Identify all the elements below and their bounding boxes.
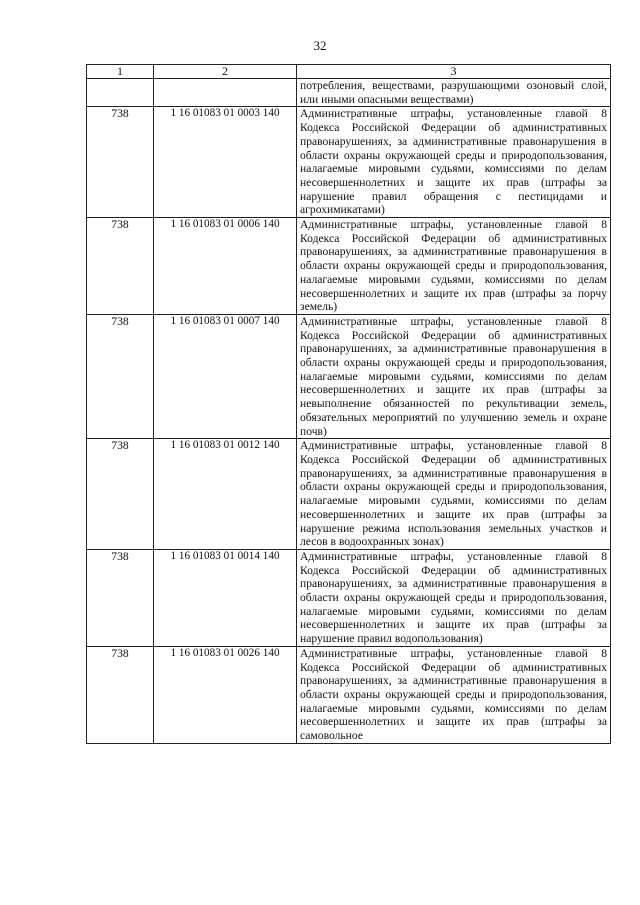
admin-code-cell: 738 — [87, 646, 154, 743]
description-cell: Административные штрафы, установленные главой 8 Кодекса Российской Федерации об административных правонарушениях, за административные правонарушения в области охраны окружающей среды и природопользования, налагаемые мировыми судьями, комиссиями по делам несовершеннолетних и защите их прав (штрафы за порчу земель) — [297, 218, 611, 315]
description-cell: Административные штрафы, установленные главой 8 Кодекса Российской Федерации об административных правонарушениях, за административные правонарушения в области охраны окружающей среды и природопользования, налагаемые мировыми судьями, комиссиями по делам несовершеннолетних и защите их прав (штрафы за самовольное — [297, 646, 611, 743]
description-cell: Административные штрафы, установленные главой 8 Кодекса Российской Федерации об административных правонарушениях, за административные правонарушения в области охраны окружающей среды и природопользования, налагаемые мировыми судьями, комиссиями по делам несовершеннолетних и защите их прав (штрафы за нарушение режима использования земельных участков и лесов в водоохранных зонах) — [297, 439, 611, 550]
budget-code-cell: 1 16 01083 01 0003 140 — [154, 107, 297, 218]
column-header-1: 1 — [87, 65, 154, 79]
description-cell: Административные штрафы, установленные главой 8 Кодекса Российской Федерации об административных правонарушениях, за административные правонарушения в области охраны окружающей среды и природопользования, налагаемые мировыми судьями, комиссиями по делам несовершеннолетних и защите их прав (штрафы за невыполнение обязанностей по рекультивации земель, обязательных мероприятий по улучшению земель и охране почв) — [297, 314, 611, 438]
description-cell: Административные штрафы, установленные главой 8 Кодекса Российской Федерации об административных правонарушениях, за административные правонарушения в области охраны окружающей среды и природопользования, налагаемые мировыми судьями, комиссиями по делам несовершеннолетних и защите их прав (штрафы за нарушение правил водопользования) — [297, 549, 611, 646]
budget-code-cell: 1 16 01083 01 0007 140 — [154, 314, 297, 438]
continuation-description: потребления, веществами, разрушающими озоновый слой, или иными опасными веществами) — [297, 79, 611, 107]
admin-code-cell: 738 — [87, 107, 154, 218]
continuation-row — [87, 79, 611, 107]
table-row — [87, 314, 611, 438]
table-row — [87, 646, 611, 743]
table-row — [87, 439, 611, 550]
admin-code-cell: 738 — [87, 314, 154, 438]
column-header-3: 3 — [297, 65, 611, 79]
budget-code-cell: 1 16 01083 01 0006 140 — [154, 218, 297, 315]
budget-codes-table — [86, 64, 611, 744]
table-row — [87, 549, 611, 646]
budget-code-cell: 1 16 01083 01 0014 140 — [154, 549, 297, 646]
continuation-admin-cell — [87, 79, 154, 107]
table-header-row — [87, 65, 611, 79]
page-number: 32 — [313, 38, 327, 53]
column-header-2: 2 — [154, 65, 297, 79]
table-row — [87, 107, 611, 218]
table-row — [87, 218, 611, 315]
budget-code-cell: 1 16 01083 01 0026 140 — [154, 646, 297, 743]
continuation-code-cell — [154, 79, 297, 107]
description-cell: Административные штрафы, установленные главой 8 Кодекса Российской Федерации об административных правонарушениях, за административные правонарушения в области охраны окружающей среды и природопользования, налагаемые мировыми судьями, комиссиями по делам несовершеннолетних и защите их прав (штрафы за нарушение правил обращения с пестицидами и агрохимикатами) — [297, 107, 611, 218]
admin-code-cell: 738 — [87, 439, 154, 550]
admin-code-cell: 738 — [87, 218, 154, 315]
budget-code-cell: 1 16 01083 01 0012 140 — [154, 439, 297, 550]
admin-code-cell: 738 — [87, 549, 154, 646]
